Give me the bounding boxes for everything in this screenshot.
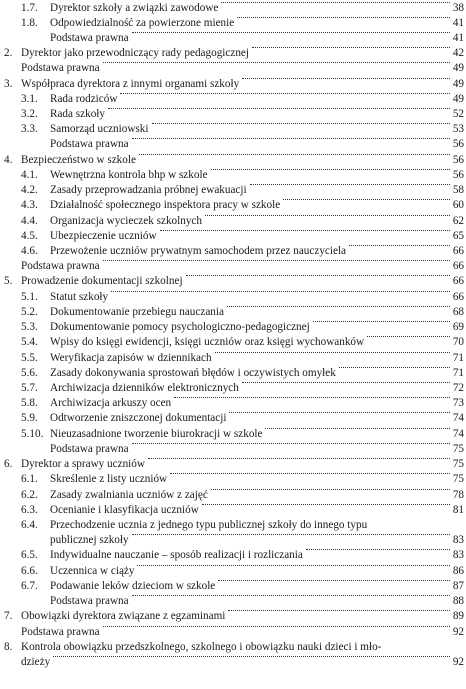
toc-entry[interactable] bbox=[0, 260, 466, 273]
toc-entry[interactable] bbox=[0, 108, 466, 121]
toc-leader-dots bbox=[139, 154, 450, 155]
toc-entry-number: 4. bbox=[4, 153, 13, 166]
toc-entry-number: 5.1. bbox=[21, 290, 38, 303]
toc-leader-dots bbox=[218, 580, 450, 581]
toc-entry[interactable] bbox=[0, 580, 466, 593]
toc-leader-dots bbox=[283, 199, 450, 200]
toc-entry-title: Przechodzenie ucznia z jednego typu publicznej szkoły do innego typu bbox=[50, 518, 368, 531]
toc-entry-number: 5.3. bbox=[21, 321, 38, 334]
toc-entry-number: 5.4. bbox=[21, 336, 38, 349]
toc-leader-dots bbox=[237, 17, 450, 18]
toc-entry-title: Dokumentowanie przebiegu nauczania bbox=[50, 305, 224, 318]
toc-entry-page: 41 bbox=[452, 31, 464, 44]
toc-entry-title: Nieuzasadnione tworzenie biurokracji w szkole bbox=[50, 427, 263, 440]
toc-entry[interactable] bbox=[0, 199, 466, 212]
toc-entry-number: 6.5. bbox=[21, 549, 38, 562]
toc-entry[interactable] bbox=[0, 489, 466, 502]
toc-entry-title: Podawanie leków dzieciom w szkole bbox=[50, 579, 216, 592]
toc-entry-title: Rada rodziców bbox=[50, 92, 118, 105]
toc-entry[interactable] bbox=[0, 78, 466, 91]
toc-entry-number: 3.2. bbox=[21, 108, 38, 121]
toc-entry[interactable] bbox=[0, 2, 466, 15]
toc-entry-title: Wewnętrzna kontrola bhp w szkole bbox=[50, 168, 208, 181]
toc-entry-number: 6.4. bbox=[21, 518, 38, 531]
toc-entry-page: 75 bbox=[452, 442, 464, 455]
toc-entry-page: 74 bbox=[452, 427, 464, 440]
toc-entry-page: 73 bbox=[452, 397, 464, 410]
toc-entry[interactable] bbox=[0, 610, 466, 623]
toc-entry-title: Ocenianie i klasyfikacja uczniów bbox=[50, 503, 199, 516]
toc-entry-page: 71 bbox=[452, 351, 464, 364]
toc-entry-number: 3.3. bbox=[21, 123, 38, 136]
toc-entry[interactable] bbox=[0, 215, 466, 228]
toc-leader-dots bbox=[132, 534, 450, 535]
toc-entry-page: 56 bbox=[452, 138, 464, 151]
toc-entry[interactable] bbox=[0, 32, 466, 45]
toc-leader-dots bbox=[103, 260, 450, 261]
toc-entry-page: 56 bbox=[452, 153, 464, 166]
toc-entry[interactable] bbox=[0, 17, 466, 30]
toc-leader-dots bbox=[108, 108, 450, 109]
toc-entry[interactable] bbox=[0, 245, 466, 258]
toc-entry[interactable] bbox=[0, 306, 466, 319]
toc-leader-dots bbox=[211, 489, 450, 490]
toc-entry[interactable] bbox=[0, 169, 466, 182]
toc-entry-title: Organizacja wycieczek szkolnych bbox=[50, 214, 202, 227]
toc-entry-number: 5.9. bbox=[21, 412, 38, 425]
toc-entry[interactable] bbox=[0, 93, 466, 106]
toc-leader-dots bbox=[367, 336, 450, 337]
toc-entry-title: Dyrektor jako przewodniczący rady pedagogicznej bbox=[21, 47, 249, 60]
toc-entry-page: 75 bbox=[452, 473, 464, 486]
toc-leader-dots bbox=[227, 306, 450, 307]
toc-entry-title: Wpisy do księgi ewidencji, księgi uczniów oraz księgi wychowanków bbox=[50, 336, 365, 349]
toc-entry-title: Zasady dokonywania sprostowań błędów i oczywistych omyłek bbox=[50, 366, 336, 379]
toc-entry-title: Kontrola obowiązku przedszkolnego, szkolnego i obowiązku nauki dzieci i mło- bbox=[21, 640, 382, 653]
toc-leader-dots bbox=[252, 47, 450, 48]
toc-entry-page: 74 bbox=[452, 412, 464, 425]
toc-leader-dots bbox=[306, 549, 450, 550]
toc-leader-dots bbox=[211, 169, 450, 170]
toc-entry-title: Podstawa prawna bbox=[50, 31, 129, 44]
toc-leader-dots bbox=[132, 443, 450, 444]
toc-entry-page: 66 bbox=[452, 275, 464, 288]
toc-entry[interactable] bbox=[0, 62, 466, 75]
toc-entry[interactable] bbox=[0, 504, 466, 517]
toc-leader-dots bbox=[228, 610, 450, 611]
toc-entry-number: 8. bbox=[4, 640, 13, 653]
toc-entry[interactable] bbox=[0, 458, 466, 471]
toc-entry-title: Przewożenie uczniów prywatnym samochodem przez nauczyciela bbox=[50, 245, 347, 258]
toc-entry-number: 5.10. bbox=[21, 427, 44, 440]
toc-entry-page: 62 bbox=[452, 214, 464, 227]
toc-leader-dots bbox=[103, 62, 450, 63]
toc-entry[interactable] bbox=[0, 154, 466, 167]
toc-entry-number: 3.1. bbox=[21, 92, 38, 105]
toc-entry[interactable] bbox=[0, 291, 466, 304]
toc-entry-number: 1.7. bbox=[21, 1, 38, 14]
toc-entry[interactable] bbox=[0, 382, 466, 395]
toc-entry[interactable] bbox=[0, 595, 466, 608]
toc-entry-page: 83 bbox=[452, 534, 464, 547]
toc-entry-page: 49 bbox=[452, 77, 464, 90]
toc-entry[interactable] bbox=[0, 565, 466, 578]
toc-entry-title: Indywidualne nauczanie – sposób realizacji i rozliczania bbox=[50, 549, 303, 562]
toc-entry-title: Podstawa prawna bbox=[21, 625, 100, 638]
toc-entry-title: Podstawa prawna bbox=[21, 260, 100, 273]
toc-entry-title: Samorząd uczniowski bbox=[50, 123, 149, 136]
toc-entry[interactable] bbox=[0, 626, 466, 639]
toc-entry-number: 6.2. bbox=[21, 488, 38, 501]
toc-entry-page: 88 bbox=[452, 595, 464, 608]
toc-entry-number: 5.6. bbox=[21, 366, 38, 379]
toc-leader-dots bbox=[265, 428, 450, 429]
toc-entry[interactable] bbox=[0, 138, 466, 151]
toc-entry-title: Obowiązki dyrektora związane z egzaminami bbox=[21, 610, 226, 623]
toc-entry-page: 58 bbox=[452, 184, 464, 197]
toc-entry-page: 60 bbox=[452, 199, 464, 212]
toc-entry-title: Prowadzenie dokumentacji szkolnej bbox=[21, 275, 183, 288]
toc-entry-title: Dyrektor a sprawy uczniów bbox=[21, 458, 145, 471]
toc-leader-dots bbox=[132, 138, 450, 139]
toc-leader-dots bbox=[186, 275, 450, 276]
toc-leader-dots bbox=[120, 93, 450, 94]
toc-leader-dots bbox=[148, 458, 450, 459]
toc-entry-title: Zasady przeprowadzania próbnej ewakuacji bbox=[50, 184, 247, 197]
toc-entry-number: 6.1. bbox=[21, 473, 38, 486]
toc-entry-page: 78 bbox=[452, 488, 464, 501]
toc-leader-dots bbox=[349, 245, 450, 246]
toc-entry-number: 4.2. bbox=[21, 184, 38, 197]
toc-entry-page: 66 bbox=[452, 245, 464, 258]
toc-entry-title: Współpraca dyrektora z innymi organami szkoły bbox=[21, 77, 240, 90]
toc-entry[interactable] bbox=[0, 47, 466, 60]
toc-leader-dots bbox=[170, 473, 450, 474]
toc-entry-number: 4.4. bbox=[21, 214, 38, 227]
toc-leader-dots bbox=[111, 291, 450, 292]
toc-entry-number: 5.7. bbox=[21, 382, 38, 394]
toc-entry-page: 65 bbox=[452, 229, 464, 242]
toc-leader-dots bbox=[242, 78, 450, 79]
toc-entry[interactable] bbox=[0, 443, 466, 456]
toc-entry[interactable] bbox=[0, 367, 466, 380]
toc-leader-dots bbox=[152, 123, 450, 124]
toc-entry-number: 5.2. bbox=[21, 305, 38, 318]
toc-entry-page: 66 bbox=[452, 260, 464, 273]
toc-entry-page: 68 bbox=[452, 305, 464, 318]
toc-leader-dots bbox=[132, 595, 450, 596]
toc-entry-number: 1.8. bbox=[21, 16, 38, 29]
toc-entry-title: Zasady zwalniania uczniów z zajęć bbox=[50, 488, 208, 501]
toc-entry-number: 3. bbox=[4, 77, 13, 90]
toc-entry[interactable] bbox=[0, 336, 466, 349]
toc-entry-page: 75 bbox=[452, 458, 464, 471]
toc-entry-page: 49 bbox=[452, 62, 464, 75]
toc-entry-number: 5.5. bbox=[21, 351, 38, 364]
toc-entry-number: 5. bbox=[4, 275, 13, 288]
toc-entry-title: Podstawa prawna bbox=[50, 595, 129, 608]
toc-entry[interactable] bbox=[0, 230, 466, 243]
toc-leader-dots bbox=[221, 2, 450, 3]
toc-entry-title: Podstawa prawna bbox=[21, 62, 100, 75]
toc-leader-dots bbox=[174, 397, 450, 398]
toc-entry[interactable] bbox=[0, 428, 466, 441]
toc-entry-page: 42 bbox=[452, 47, 464, 60]
toc-entry-title: Archiwizacja arkuszy ocen bbox=[50, 397, 172, 410]
toc-leader-dots bbox=[160, 230, 450, 231]
toc-entry-title: Odpowiedzialność za powierzone mienie bbox=[50, 16, 235, 29]
toc-entry-title: Statut szkoły bbox=[50, 290, 109, 303]
toc-leader-dots bbox=[215, 352, 450, 353]
toc-leader-dots bbox=[250, 184, 450, 185]
toc-leader-dots bbox=[229, 412, 450, 413]
toc-entry-page: 66 bbox=[452, 290, 464, 303]
toc-entry-number: 4.1. bbox=[21, 168, 38, 181]
toc-leader-dots bbox=[53, 656, 450, 657]
toc-entry-title: Skreślenie z listy uczniów bbox=[50, 473, 168, 486]
toc-entry-page: 71 bbox=[452, 366, 464, 379]
toc-leader-dots bbox=[242, 382, 450, 383]
toc-entry[interactable] bbox=[0, 412, 466, 425]
toc-entry-page: 83 bbox=[452, 549, 464, 562]
toc-entry-title: Dokumentowanie pomocy psychologiczno-pedagogicznej bbox=[50, 321, 310, 334]
toc-entry-title: Bezpieczeństwo w szkole bbox=[21, 153, 136, 166]
toc-entry-number: 6.6. bbox=[21, 564, 38, 577]
toc-entry[interactable] bbox=[0, 123, 466, 136]
toc-entry-number: 7. bbox=[4, 610, 13, 623]
toc-entry[interactable] bbox=[0, 184, 466, 197]
toc-entry-title: Dyrektor szkoły a związki zawodowe bbox=[50, 1, 219, 14]
toc-entry[interactable] bbox=[0, 519, 466, 532]
toc-entry[interactable] bbox=[0, 534, 466, 547]
toc-entry-title: Podstawa prawna bbox=[50, 138, 129, 151]
toc-entry-page: 52 bbox=[452, 108, 464, 121]
toc-entry-title: Rada szkoły bbox=[50, 108, 105, 121]
toc-entry-page: 89 bbox=[452, 610, 464, 623]
toc-entry-title: dzieży bbox=[21, 655, 51, 668]
toc-entry-title: Uczennica w ciąży bbox=[50, 564, 135, 577]
toc-entry-number: 4.5. bbox=[21, 229, 38, 242]
toc-leader-dots bbox=[339, 367, 450, 368]
toc-entry[interactable] bbox=[0, 656, 466, 669]
toc-entry-page: 49 bbox=[452, 92, 464, 105]
toc-entry-number: 6. bbox=[4, 458, 13, 471]
toc-entry-title: publicznej szkoły bbox=[50, 534, 129, 547]
toc-entry-page: 53 bbox=[452, 123, 464, 136]
toc-leader-dots bbox=[103, 626, 450, 627]
toc-leader-dots bbox=[202, 504, 450, 505]
toc-leader-dots bbox=[132, 32, 450, 33]
toc-entry-page: 56 bbox=[452, 168, 464, 181]
toc-entry-page: 69 bbox=[452, 321, 464, 334]
toc-entry-page: 70 bbox=[452, 336, 464, 349]
toc-entry-page: 81 bbox=[452, 503, 464, 516]
toc-entry-title: Działalność społecznego inspektora pracy w szkole bbox=[50, 199, 281, 212]
toc-entry[interactable] bbox=[0, 275, 466, 288]
toc-entry-title: Odtworzenie zniszczonej dokumentacji bbox=[50, 412, 227, 425]
toc-entry[interactable] bbox=[0, 352, 466, 365]
toc-leader-dots bbox=[137, 565, 450, 566]
toc-entry[interactable] bbox=[0, 641, 466, 654]
toc-entry-title: Archiwizacja dzienników elektronicznych bbox=[50, 382, 239, 394]
toc-entry-page: 86 bbox=[452, 564, 464, 577]
toc-entry-number: 6.3. bbox=[21, 503, 38, 516]
toc-entry-number: 4.3. bbox=[21, 199, 38, 212]
toc-entry-title: Ubezpieczenie uczniów bbox=[50, 229, 157, 242]
toc-entry-title: Weryfikacja zapisów w dziennikach bbox=[50, 351, 212, 364]
toc-entry-page: 92 bbox=[452, 655, 464, 668]
toc-entry-title: Podstawa prawna bbox=[50, 442, 129, 455]
toc-entry-page: 87 bbox=[452, 579, 464, 592]
toc-entry[interactable] bbox=[0, 321, 466, 334]
toc-entry-page: 41 bbox=[452, 16, 464, 29]
toc-entry[interactable] bbox=[0, 397, 466, 410]
toc-entry-number: 6.7. bbox=[21, 579, 38, 592]
toc-entry[interactable] bbox=[0, 473, 466, 486]
toc-entry-number: 2. bbox=[4, 47, 13, 60]
toc-entry-page: 38 bbox=[452, 1, 464, 14]
toc-entry[interactable] bbox=[0, 549, 466, 562]
toc-entry-number: 5.8. bbox=[21, 397, 38, 410]
toc-entry-number: 4.6. bbox=[21, 245, 38, 258]
toc-entry-page: 92 bbox=[452, 625, 464, 638]
toc-leader-dots bbox=[313, 321, 450, 322]
toc-leader-dots bbox=[205, 215, 450, 216]
toc-entry-page: 72 bbox=[452, 382, 464, 394]
